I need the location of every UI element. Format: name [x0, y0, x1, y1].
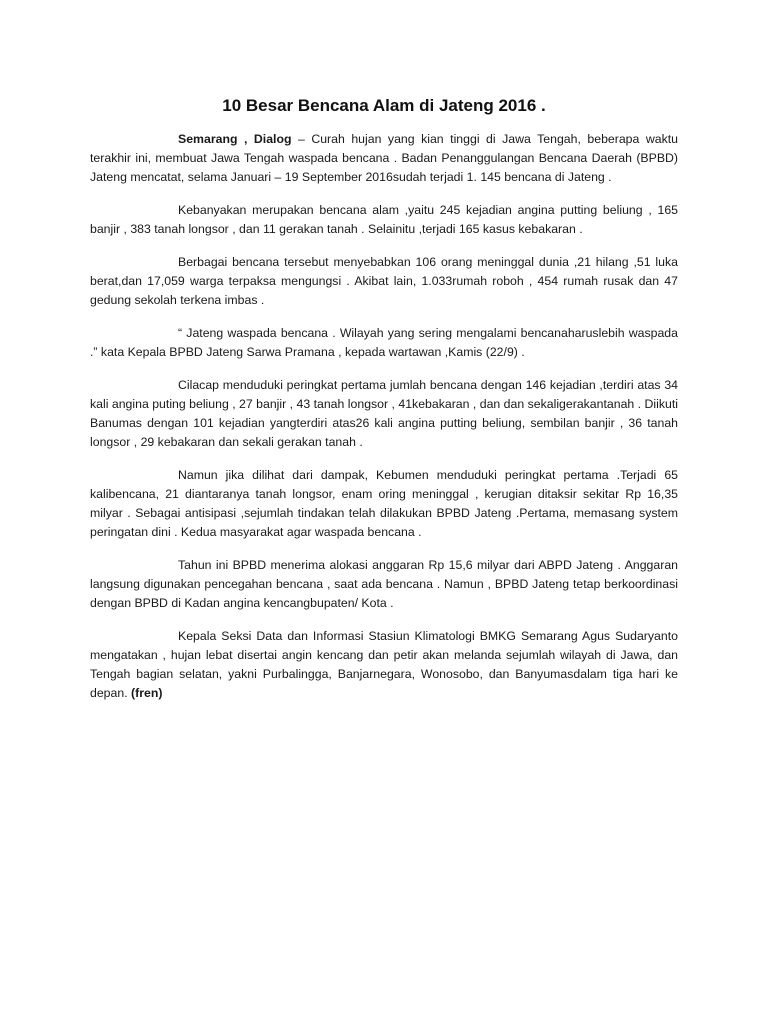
- paragraph-2: Kebanyakan merupakan bencana alam ,yaitu 245 kejadian angina putting beliung , 165 banjir , 383 tanah longsor , dan 11 gerakan tanah . Selainitu ,terjadi 165 kasus kebakaran .: [90, 203, 678, 236]
- paragraph-4: “ Jateng waspada bencana . Wilayah yang sering mengalami bencanaharuslebih waspada .” kata Kepala BPBD Jateng Sarwa Pramana , kepada wartawan ,Kamis (22/9) .: [90, 326, 678, 359]
- document-title: 10 Besar Bencana Alam di Jateng 2016 .: [222, 96, 546, 115]
- author-tag: (fren): [131, 686, 163, 700]
- paragraph-8: [90, 627, 678, 703]
- dateline: Semarang , Dialog: [178, 132, 292, 146]
- document-body: [90, 95, 678, 717]
- paragraph-3: Berbagai bencana tersebut menyebabkan 106 orang meninggal dunia ,21 hilang ,51 luka berat,dan 17,059 warga terpaksa mengungsi . Akibat lain, 1.033rumah roboh , 454 rumah rusak dan 47 gedung sekolah terkena imbas .: [90, 255, 678, 307]
- paragraph-5: Cilacap menduduki peringkat pertama jumlah bencana dengan 146 kejadian ,terdiri atas 34 kali angina puting beliung , 27 banjir , 43 tanah longsor , 41kebakaran , dan dan sekaligerakantanah . Diikuti Banumas dengan 101 kejadian yangterdiri atas26 kali angina putting beliung, sembilan banjir , 36 tanah longsor , 29 kebakaran dan sekali gerakan tanah .: [90, 378, 678, 449]
- paragraph-text: Kepala Seksi Data dan Informasi Stasiun Klimatologi BMKG Semarang Agus Sudaryanto mengatakan , hujan lebat disertai angin kencang dan petir akan melanda sejumlah wilayah di Jawa, dan Tengah bagian selatan, yakni Purbalingga, Banjarnegara, Wonosobo, dan Banyumasdalam tiga hari ke depan.: [90, 629, 678, 700]
- paragraph-text: – Curah hujan yang kian tinggi di Jawa Tengah, beberapa waktu terakhir ini, membuat Jawa Tengah waspada bencana . Badan Penanggulangan Bencana Daerah (BPBD) Jateng mencatat, selama Januari – 19 September 2016sudah terjadi 1. 145 bencana di Jateng .: [90, 132, 678, 184]
- paragraph-6: Namun jika dilihat dari dampak, Kebumen menduduki peringkat pertama .Terjadi 65 kalibencana, 21 diantaranya tanah longsor, enam oring meninggal , kerugian ditaksir sekitar Rp 16,35 milyar . Sebagai antisipasi ,sejumlah tindakan telah dilakukan BPBD Jateng .Pertama, memasang system peringatan dini . Kedua masyarakat agar waspada bencana .: [90, 468, 678, 539]
- paragraph-1: [90, 130, 678, 187]
- paragraph-7: Tahun ini BPBD menerima alokasi anggaran Rp 15,6 milyar dari ABPD Jateng . Anggaran langsung digunakan pencegahan bencana , saat ada bencana . Namun , BPBD Jateng tetap berkoordinasi dengan BPBD di Kadan angina kencangbupaten/ Kota .: [90, 558, 678, 610]
